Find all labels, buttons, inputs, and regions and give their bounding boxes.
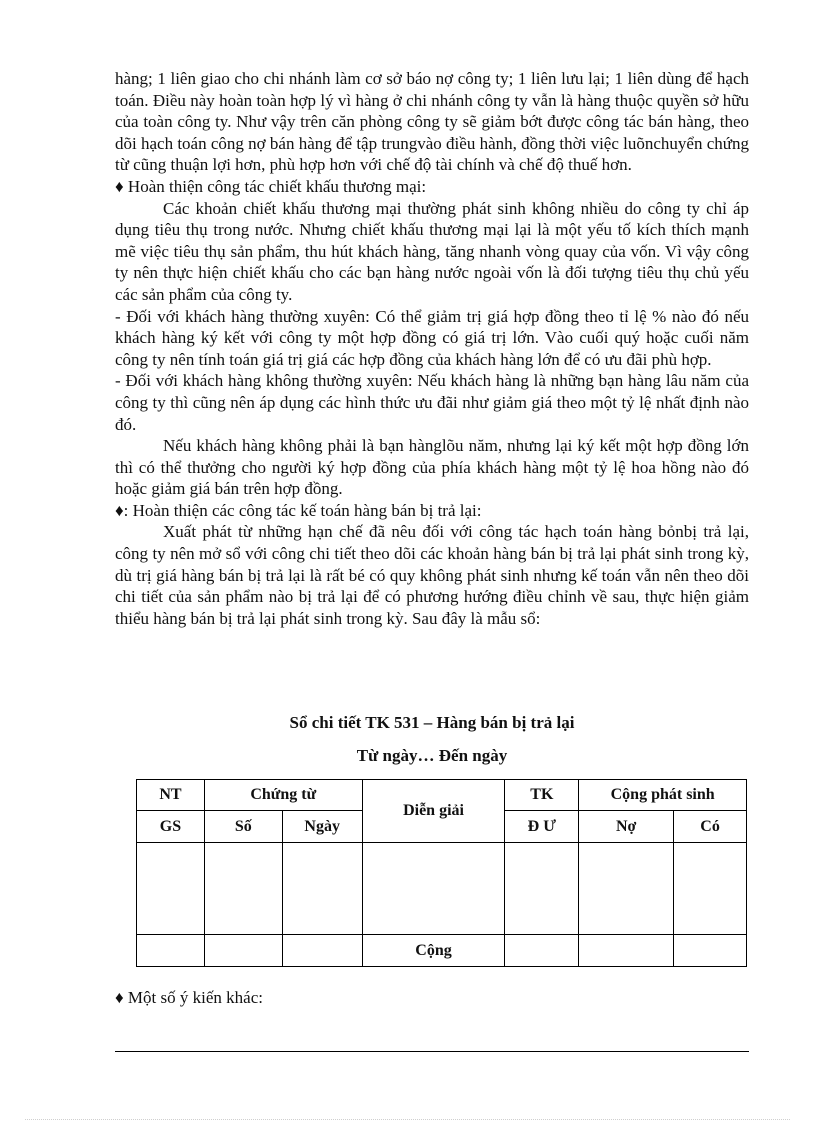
paragraph-trade-discount: Các khoản chiết khấu thương mại thường phát sinh không nhiều do công ty chỉ áp dụng tiêu thụ trong nước. Nhưng chiết khấu thương mại lại là một yếu tố kích thích mạnh mẽ việc tiêu thụ sản phẩm, thu hút khách hàng, tăng nhanh vòng quay của vốn. Vì vậy công ty nên thực hiện chiết khấu cho các bạn hàng nước ngoài vốn là đối tượng tiêu thụ chủ yếu các sản phẩm của công ty. (115, 198, 749, 304)
cell (674, 935, 747, 967)
header-co: Có (674, 811, 747, 843)
ledger-subtitle: Từ ngày… Đến ngày (356, 746, 508, 765)
cell (204, 843, 282, 935)
total-label: Cộng (362, 935, 505, 967)
cell (579, 935, 674, 967)
header-dien-giai: Diễn giải (362, 780, 505, 843)
cell (137, 843, 205, 935)
ledger-table (136, 779, 747, 967)
table-row (137, 843, 747, 935)
paragraph-commission: Nếu khách hàng không phải là bạn hànglõu năm, nhưng lại ký kết một hợp đồng lớn thì có thể thưởng cho người ký hợp đồng của phía khách hàng một tỷ lệ hoa hồng nào đó hoặc giảm giá bán trên hợp đồng. (115, 436, 749, 499)
ledger-title: Sổ chi tiết TK 531 – Hàng bán bị trả lại (289, 713, 575, 732)
table-total-row (137, 935, 747, 967)
heading-trade-discount: ♦ Hoàn thiện công tác chiết khấu thương mại: (115, 176, 427, 196)
cell (579, 843, 674, 935)
cell (282, 935, 362, 967)
heading-returned-goods: ♦: Hoàn thiện các công tác kế toán hàng bán bị trả lại: (115, 500, 482, 520)
other-opinions-heading: ♦ Một số ý kiến khác: (115, 988, 263, 1007)
body-text (115, 68, 749, 629)
header-cong-phat-sinh: Cộng phát sinh (579, 780, 747, 811)
header-gs: GS (137, 811, 205, 843)
paragraph-irregular-customers: - Đối với khách hàng không thường xuyên: Nếu khách hàng là những bạn hàng lâu năm của công ty thì cũng nên áp dụng các hình thức ưu đãi như giảm giá theo một tỷ lệ nhất định nào đó. (115, 371, 749, 434)
document-page (115, 68, 749, 1007)
header-ngay: Ngày (282, 811, 362, 843)
cell (674, 843, 747, 935)
header-du: Đ Ư (505, 811, 579, 843)
cell (505, 843, 579, 935)
header-chung-tu: Chứng từ (204, 780, 362, 811)
header-tk: TK (505, 780, 579, 811)
cell (505, 935, 579, 967)
cell (362, 843, 505, 935)
paragraph-returned-goods: Xuất phát từ những hạn chế đã nêu đối với công tác hạch toán hàng bỏnbị trả lại, công ty nên mở sổ với công chi tiết theo dõi các khoản hàng bán bị trả lại phát sinh trong kỳ, dù trị giá hàng bán bị trả lại là rất bé có quy không phát sinh nhưng kế toán vẫn nên theo dõi chi tiết của sản phẩm nào bị trả lại để có phương hướng điều chỉnh về sau, thực hiện giảm thiểu hàng bán bị trả lại phát sinh trong kỳ. Sau đây là mẫu sổ: (115, 522, 749, 628)
cell (282, 843, 362, 935)
header-no: Nợ (579, 811, 674, 843)
cell (204, 935, 282, 967)
table-header-row (137, 780, 747, 811)
page-bottom-border (25, 1119, 790, 1120)
header-so: Số (204, 811, 282, 843)
cell (137, 935, 205, 967)
footer-rule (115, 1051, 749, 1052)
paragraph-regular-customers: - Đối với khách hàng thường xuyên: Có thể giảm trị giá hợp đồng theo tỉ lệ % nào đó nếu khách hàng ký kết với công ty một hợp đồng có giá trị lớn. Vào cuối quý hoặc cuối năm công ty nên tính toán giá trị giá các hợp đồng của khách hàng lớn để có ưu đãi phù hợp. (115, 306, 749, 369)
paragraph-intro: hàng; 1 liên giao cho chi nhánh làm cơ sở báo nợ công ty; 1 liên lưu lại; 1 liên dùng để hạch toán. Điều này hoàn toàn hợp lý vì hàng ở chi nhánh công ty vẫn là hàng thuộc quyền sở hữu của toàn công ty. Như vậy trên căn phòng công ty sẽ giảm bớt được công tác bán hàng, theo dõi hạch toán công nợ bán hàng để tập trungvào điều hành, đồng thời việc luõnchuyển chứng từ cũng thuận lợi hơn, phù hợp hơn với chế độ tài chính và chế độ thuế hơn. (115, 69, 749, 175)
header-nt: NT (137, 780, 205, 811)
